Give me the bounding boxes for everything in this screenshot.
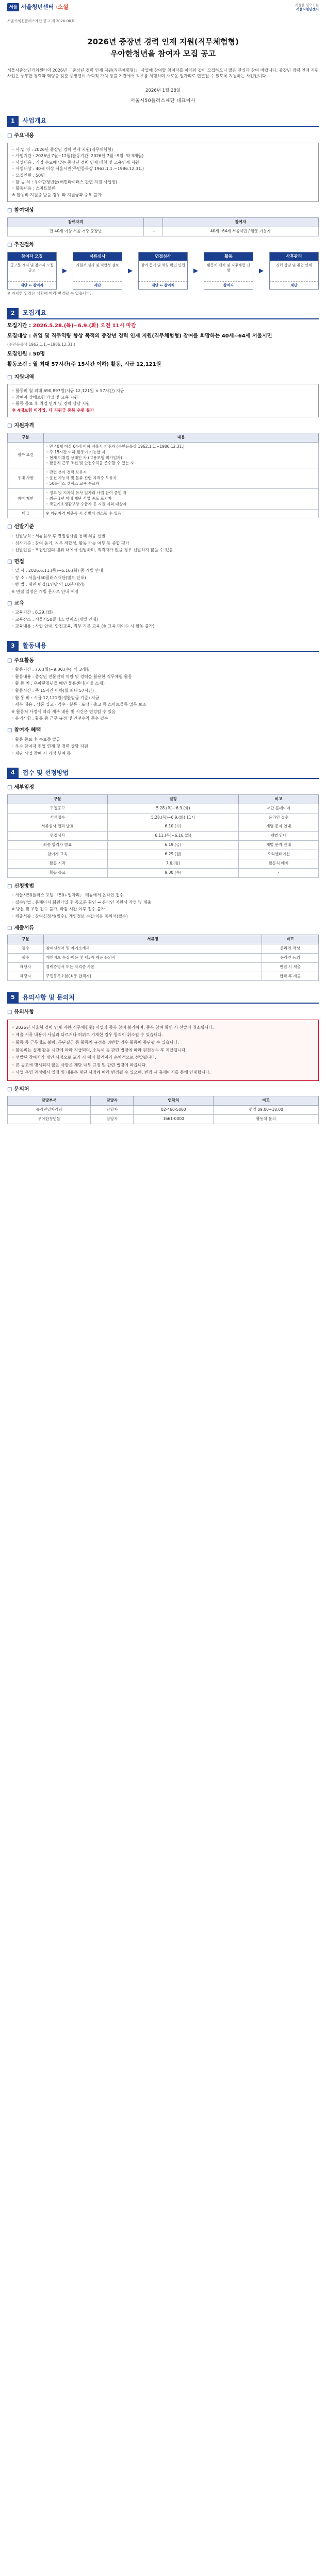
apply-line: ◦ 제출서류 : 참여신청서(필수), 개인정보 수집·이용 동의서(필수) <box>11 913 128 919</box>
table-header: 비고 <box>214 1096 319 1106</box>
overview-line: ◦ 활동내용 : 스마트물류 <box>12 186 56 191</box>
page-title <box>7 36 319 60</box>
title-line-2: 우아한청년을 참여자 모집 공고 <box>110 49 216 59</box>
logo-tail: ·소셜 <box>55 4 69 10</box>
table-cell: ◦ 관련 분야 경력 보유자 ◦ 운전 가능자 및 물류 관련 자격증 보유자 ◦ 50플러스 캠퍼스 교육 수료자 <box>44 468 319 489</box>
table-cell: 6.10.(수) <box>107 822 238 832</box>
edu-title: □ 교육 <box>7 600 319 608</box>
section-number: 3 <box>7 641 19 651</box>
table-row <box>8 468 319 489</box>
apply-list <box>7 892 319 919</box>
interview-line: ◦ 장 소 : 서울시50플러스재단(별도 안내) <box>11 575 86 580</box>
table-cell: 참여자 교육 <box>8 850 108 859</box>
table-header: 내용 <box>44 433 319 442</box>
step-head: 참여자 모집 <box>8 252 56 261</box>
contact-table <box>7 1096 319 1124</box>
activity-line: ◦ 활동기간 : 7.6.(월)~9.30.(수), 약 3개월 <box>11 667 90 672</box>
announce-date: 2026년 1월 28일 <box>145 88 181 93</box>
process-step <box>138 252 188 290</box>
table-cell: 비고 <box>8 509 44 518</box>
activity-line: ◦ 세부 내용 : 상품 입고 · 검수 · 분류 · 포장 · 출고 등 스마트물류 업무 보조 <box>11 702 146 707</box>
table-cell: 최종 합격자 발표 <box>8 841 108 850</box>
step-head: 사후관리 <box>270 252 318 261</box>
caution-line: ◦ 2026년 서울형 경력 인재 지원(직무체험형) 사업과 중복 참여 불가하며, 중복 참여 확인 시 선발이 취소됩니다. <box>12 1025 214 1030</box>
require-table <box>7 433 319 519</box>
table-cell: 활동처 배치 <box>239 859 319 868</box>
table-row <box>8 1115 319 1124</box>
activity-condition: 활동조건 : 월 최대 57시간(주 15시간 이하) 활동, 시급 12,121원 <box>7 362 161 368</box>
header <box>7 0 319 18</box>
section-number: 5 <box>7 992 19 1003</box>
step-head: 서류심사 <box>73 252 122 261</box>
table-cell: 6.11.(목)~6.16.(화) <box>107 832 238 841</box>
overview-line: ◦ 사업기간 : 2026년 7월~12월(활동기간: 2026년 7월~9월, 약 3개월) <box>12 154 144 159</box>
table-cell: ◦ 정부 및 지자체 유사 일자리 사업 참여 중인 자 ◦ 최근 1년 이내 재단 사업 중도 포기자 ◦ 국민기초생활보장 수급자 등 지원 제외 대상자 <box>44 488 319 509</box>
caution-line: ◦ 제출 서류 내용이 사실과 다르거나 허위로 기재한 경우 합격이 취소될 수 있습니다. <box>12 1032 163 1038</box>
process-title: □ 추진절차 <box>7 242 319 249</box>
table-header: 비고 <box>262 935 319 944</box>
table-row <box>8 972 319 981</box>
caution-line: ◦ 본 공고에 명시되지 않은 사항은 재단 내부 규정 및 관련 법령에 따릅니다. <box>12 1062 147 1067</box>
table-cell: 활동 시작 <box>8 859 108 868</box>
overview-note: ※ 활동비 지원을 받을 경우 타 지원금과 중복 불가 <box>12 192 102 197</box>
edu-line: ◦ 교육장소 : 서울시50플러스 캠퍼스(개별 안내) <box>11 617 98 622</box>
table-cell: 평일 09:00~18:00 <box>214 1106 319 1115</box>
process-step <box>269 252 319 290</box>
slogan-line-1: 서울을 일으키는 <box>295 3 319 7</box>
overview-box <box>7 143 319 202</box>
recruit-target-sub: (주민등록상 1962.1.1.~1986.12.31.) <box>7 342 75 347</box>
slogan-line-2: 서울시청년센터 <box>296 7 319 12</box>
table-row <box>8 804 319 813</box>
overview-line: ◦ 사업대상 : 40세 이상 서울시민(주민등록상 1962.1.1.~1986.12.31.) <box>12 166 144 172</box>
arrow-right-icon: ▶ <box>193 266 199 274</box>
table-cell: ◦ 만 40세 이상 64세 이하 서울시 거주자 (주민등록상 1962.1.1.~1986.12.31.) ◦ 주 15시간 이하 활동이 가능한 자 ◦ 현재 미취업 상태인 자 (고용보험 미가입자) ◦ 활동처 근무 조건 및 안전수칙을 준수할 수 있는 자 <box>44 442 319 468</box>
table-cell: 서류접수 <box>8 813 108 822</box>
process-step <box>73 252 122 290</box>
process-note: ※ 자세한 일정은 상황에 따라 변경될 수 있습니다. <box>7 291 92 296</box>
table-cell: 경력증명서 또는 자격증 사본 <box>44 962 262 972</box>
table-cell: 개별 문자 안내 <box>239 822 319 832</box>
activity-line: ◦ 활동내용 : 중장년 전문인력 역량 및 경력을 활용한 직무체험 활동 <box>11 674 132 679</box>
step-tag: 재단 ↔ 참여처 <box>139 281 187 289</box>
doc-title: □ 제출서류 <box>7 925 319 933</box>
table-row <box>8 488 319 509</box>
arrow-right-icon: ▶ <box>258 266 264 274</box>
table-header: 구분 <box>8 433 44 442</box>
table-header: 구분 <box>8 935 44 944</box>
announce-number: 서울커넥션플러스재단 공고 제 2026-00호 <box>7 19 75 23</box>
table-row <box>8 822 319 832</box>
table-row <box>8 442 319 468</box>
section-4-header <box>7 768 319 779</box>
arrow-right-icon: ▶ <box>127 266 133 274</box>
apply-note: ※ 방문 및 우편 접수 불가, 마감 시간 이후 접수 불가 <box>11 907 105 912</box>
table-cell: 참여 제한 <box>8 488 44 509</box>
step-tag: 참여자 <box>204 281 253 289</box>
table-cell: 활동처 문의 <box>214 1115 319 1124</box>
participate-title: □ 참여대상 <box>7 207 319 215</box>
edu-line: ◦ 교육기간 : 6.29.(월) <box>11 610 53 615</box>
overview-line: ◦ 사업내용 : 기업 수요에 맞는 중장년 경력 인재 매칭 및 고용연계 지원 <box>12 160 139 165</box>
table-cell: 6.19.(금) <box>107 841 238 850</box>
benefit-line: ◦ 활동 종료 후 수료증 발급 <box>11 737 60 742</box>
recruit-period <box>7 323 319 330</box>
doc-table <box>7 935 319 981</box>
title-line-1: 2026년 중장년 경력 인재 지원(직무체험형) <box>87 37 239 47</box>
table-cell: 온라인 동의 <box>262 953 319 962</box>
apply-title: □ 신청방법 <box>7 883 319 891</box>
table-cell: ※ 지원자격 미충족 시 선발이 취소될 수 있음 <box>44 509 319 518</box>
table-cell: 활동 종료 <box>8 868 108 877</box>
arrow-icon: → <box>144 227 163 236</box>
table-row <box>8 813 319 822</box>
table-cell: 담당자 <box>91 1106 134 1115</box>
apply-line: ◦ 서울시50플러스 포털 「50+일자리」 메뉴에서 온라인 접수 <box>11 893 124 898</box>
caution-box <box>7 1020 319 1081</box>
activity-line: ◦ 유의사항 : 활동 중 근무 규정 및 안전수칙 준수 필수 <box>11 716 108 721</box>
caution-title: □ 유의사항 <box>7 1009 319 1016</box>
recruit-target: 모집대상 : 취업 및 직무역량 향상 목적의 중장년 경력 인재 지원(직무체험형) 참여를 희망하는 40세~64세 서울시민 <box>7 333 272 340</box>
activity-note: ※ 활동처 사정에 따라 세부 내용 및 시간은 변경될 수 있음 <box>11 709 116 714</box>
table-cell: 40세~64세 서울시민 / 활동 가능자 <box>162 227 318 236</box>
table-row <box>8 832 319 841</box>
arrow-right-icon: ▶ <box>62 266 68 274</box>
section-3-header <box>7 641 319 652</box>
table-header: 참여자 <box>162 217 318 227</box>
interview-title: □ 면접 <box>7 558 319 566</box>
table-row <box>8 953 319 962</box>
process-step <box>204 252 253 290</box>
caution-line: ◦ 활동 중 근무태도 불량, 무단결근 등 활동처 규정을 위반할 경우 활동이 중단될 수 있습니다. <box>12 1040 179 1045</box>
schedule-title: □ 세부일정 <box>7 784 319 792</box>
table-row <box>8 859 319 868</box>
support-line: ◦ 참여자 상해보험 가입 및 교육 지원 <box>12 395 78 400</box>
select-line: ◦ 선발인원 : 모집인원의 범위 내에서 선발하며, 적격자가 없을 경우 선발하지 않을 수 있음 <box>11 548 173 553</box>
foundation-logo <box>7 3 69 11</box>
apply-line: ◦ 접수방법 : 홈페이지 회원가입 후 공고문 확인 → 온라인 지원서 작성 및 제출 <box>11 900 152 905</box>
step-tag: 재단 <box>270 281 318 289</box>
step-body: 경력 상담 및 취업 연계 <box>276 263 312 267</box>
main-activity-list <box>7 667 319 722</box>
benefit-list <box>7 737 319 757</box>
table-cell: 만 40세 이상 서울 거주 중장년 <box>8 227 144 236</box>
select-list <box>7 533 319 553</box>
recruit-count: 모집인원 : 50명 <box>7 351 45 357</box>
signer: 서울시50플러스재단 대표이사 <box>130 98 196 104</box>
period-label: 모집기간 : <box>7 323 33 329</box>
section-title: 모집개요 <box>22 309 47 316</box>
section-2-header <box>7 308 319 319</box>
interview-note: ※ 면접 일정은 개별 문자로 안내 예정 <box>11 589 79 594</box>
table-cell: 면접심사 <box>8 832 108 841</box>
benefit-line: ◦ 재단 사업 참여 시 가점 부여 등 <box>11 751 71 756</box>
select-line: ◦ 심사기준 : 참여 동기, 직무 적합성, 활동 가능 여부 등 종합 평가 <box>11 540 129 546</box>
support-line: ◦ 활동 종료 후 취업 연계 및 경력 상담 지원 <box>12 401 90 406</box>
edu-list <box>7 609 319 630</box>
section-5-header <box>7 992 319 1004</box>
table-header: 비고 <box>239 794 319 804</box>
table-cell: 중장년일자리팀 <box>8 1106 91 1115</box>
table-cell: 합격 후 제출 <box>262 972 319 981</box>
table-cell: - <box>239 868 319 877</box>
overview-line: ◦ 활 동 처 : 우아한청년들(배민라이더스 관련 지원 사업장) <box>12 179 118 184</box>
table-cell: 우아한청년들 <box>8 1115 91 1124</box>
section-number: 2 <box>7 308 19 318</box>
table-cell: 개인정보 수집·이용 및 제3자 제공 동의서 <box>44 953 262 962</box>
interview-line: ◦ 방 법 : 대면 면접(1인당 약 10분 내외) <box>11 582 85 587</box>
table-cell: 필수 요건 <box>8 442 44 468</box>
activity-line: ◦ 활동시간 : 주 15시간 이하(월 최대 57시간) <box>11 688 94 693</box>
table-header: 구분 <box>8 794 108 804</box>
section-number: 4 <box>7 768 19 778</box>
support-note: ※ 4대보험 미가입, 타 지원금 중복 수령 불가 <box>12 408 94 413</box>
benefit-title: □ 참여자 혜택 <box>7 727 319 735</box>
table-cell: 해당자 <box>8 972 44 981</box>
select-title: □ 선발기준 <box>7 523 319 531</box>
table-row <box>8 962 319 972</box>
table-cell: 우대 사항 <box>8 468 44 489</box>
intro-paragraph: 서울시중장년가치센터의 2026년 「중장년 경력 인재 지원(직무체험형)」 사업에 참여할 참여자를 아래와 같이 모집하오니 많은 관심과 참여 바랍니다. 중장년 경력 인재 지원 사업은 풍부한 경력과 역량을 갖춘 중장년이 사회적 가치 창출 기관에서 직무를 체험하며 새로운 일자리로 연결될 수 있도록 지원하는 사업입니다. <box>7 67 319 79</box>
table-cell: 개별 안내 <box>239 832 319 841</box>
overview-line: ◦ 모집인원 : 50명 <box>12 173 45 178</box>
table-cell: 담당자 <box>91 1115 134 1124</box>
overview-line: ◦ 사 업 명 : 2026년 중장년 경력 인재 지원(직무체험형) <box>12 147 113 152</box>
table-header: 일정 <box>107 794 238 804</box>
logo-mark: 서울 <box>7 3 19 11</box>
step-tag: 재단 ↔ 참여자 <box>8 281 56 289</box>
interview-list <box>7 568 319 595</box>
table-cell: 오리엔테이션 <box>239 850 319 859</box>
table-cell: 5.28.(목)~6.9.(화) <box>107 804 238 813</box>
section-title: 접수 및 선정방법 <box>22 769 69 776</box>
overview-title: □ 주요내용 <box>7 132 319 140</box>
table-header: 담당부서 <box>8 1096 91 1106</box>
step-body: 지원서 심사 및 적합성 검토 <box>76 263 119 267</box>
table-cell: 7.6.(월) <box>107 859 238 868</box>
phone-number: 1661-0000 <box>134 1115 214 1124</box>
table-cell: 서류심사 결과 발표 <box>8 822 108 832</box>
table-header <box>144 217 163 227</box>
table-header: 담당자 <box>91 1096 134 1106</box>
table-header: 연락처 <box>134 1096 214 1106</box>
main-activity-title: □ 주요활동 <box>7 657 319 665</box>
select-line: ◦ 선발방식 : 서류심사 후 면접심사를 통해 최종 선발 <box>11 533 106 538</box>
table-cell: 필수 <box>8 953 44 962</box>
activity-line: ◦ 활 동 처 : 우아한청년들 배민 물류센터(서울 소재) <box>11 681 105 686</box>
benefit-line: ◦ 우수 참여자 취업 연계 및 경력 상담 지원 <box>11 744 88 749</box>
table-cell: 모집공고 <box>8 804 108 813</box>
table-cell: 참여신청서 및 자기소개서 <box>44 944 262 953</box>
slogan <box>295 3 319 12</box>
process-flow <box>7 252 319 290</box>
support-line: ◦ 활동비 월 최대 690,897원(시급 12,121원 × 57시간) 지급 <box>12 388 124 394</box>
table-cell: 해당자 <box>8 962 44 972</box>
step-body: 공고문 게시 및 참여자 모집 공고 <box>10 263 54 273</box>
section-title: 유의사항 및 문의처 <box>22 993 75 1001</box>
logo-text: 서울청년센터 <box>21 4 54 10</box>
table-cell: 5.28.(목)~6.9.(화) 11시 <box>107 813 238 822</box>
table-header: 참여자격 <box>8 217 144 227</box>
step-head: 활동 <box>204 252 253 261</box>
table-cell: 9.30.(수) <box>107 868 238 877</box>
process-step <box>7 252 57 290</box>
step-body: 활동처 배치 및 직무체험 진행 <box>207 263 250 273</box>
table-cell: 면접 시 제출 <box>262 962 319 972</box>
step-body: 참여 동기 및 역량 확인 면접 <box>141 263 185 267</box>
notice-page <box>0 0 326 1145</box>
table-cell: 주민등록초본(최종 합격자) <box>44 972 262 981</box>
table-cell: 6.29.(월) <box>107 850 238 859</box>
table-row <box>8 944 319 953</box>
section-title: 활동내용 <box>22 642 47 650</box>
caution-line: ◦ 선발된 참여자가 개인 사정으로 포기 시 예비 합격자가 순차적으로 선발됩니다. <box>12 1055 156 1060</box>
section-title: 사업개요 <box>22 117 47 125</box>
table-cell: 개별 문자 안내 <box>239 841 319 850</box>
period-value: 2026.5.28.(목)~6.9.(화) 오전 11시 마감 <box>32 323 136 329</box>
require-title: □ 지원자격 <box>7 422 319 430</box>
step-tag: 재단 <box>73 281 122 289</box>
table-header: 서류명 <box>44 935 262 944</box>
interview-line: ◦ 일 시 : 2026.6.11.(목)~6.16.(화) 중 개별 안내 <box>11 568 103 573</box>
table-row <box>8 509 319 518</box>
table-row <box>8 868 319 877</box>
participate-table <box>7 217 319 236</box>
caution-line: ◦ 사업 운영 과정에서 일정 및 내용은 재단 사정에 따라 변경될 수 있으며, 변경 시 홈페이지를 통해 안내합니다. <box>12 1070 211 1075</box>
edu-line: ◦ 교육내용 : 사업 안내, 안전교육, 직무 기본 교육 (※ 교육 미이수 시 활동 불가) <box>11 624 155 629</box>
table-row <box>8 1106 319 1115</box>
phone-number: 02-460-5000 <box>134 1106 214 1115</box>
table-cell: 온라인 작성 <box>262 944 319 953</box>
support-title: □ 지원내역 <box>7 374 319 382</box>
caution-line: ◦ 활동비는 실제 활동 시간에 따라 지급되며, 소득세 등 관련 법령에 따라 원천징수 후 지급됩니다. <box>12 1047 187 1053</box>
contact-title: □ 문의처 <box>7 1086 319 1094</box>
table-row <box>8 850 319 859</box>
section-1-header <box>7 116 319 127</box>
table-row <box>8 841 319 850</box>
section-number: 1 <box>7 116 19 126</box>
table-cell: 필수 <box>8 944 44 953</box>
support-box <box>7 384 319 417</box>
step-head: 면접심사 <box>139 252 187 261</box>
table-row <box>8 227 319 236</box>
table-cell: 재단 홈페이지 <box>239 804 319 813</box>
activity-line: ◦ 활 동 비 : 시급 12,121원(생활임금 기준) 지급 <box>11 695 100 700</box>
schedule-table <box>7 794 319 878</box>
table-cell: 온라인 접수 <box>239 813 319 822</box>
